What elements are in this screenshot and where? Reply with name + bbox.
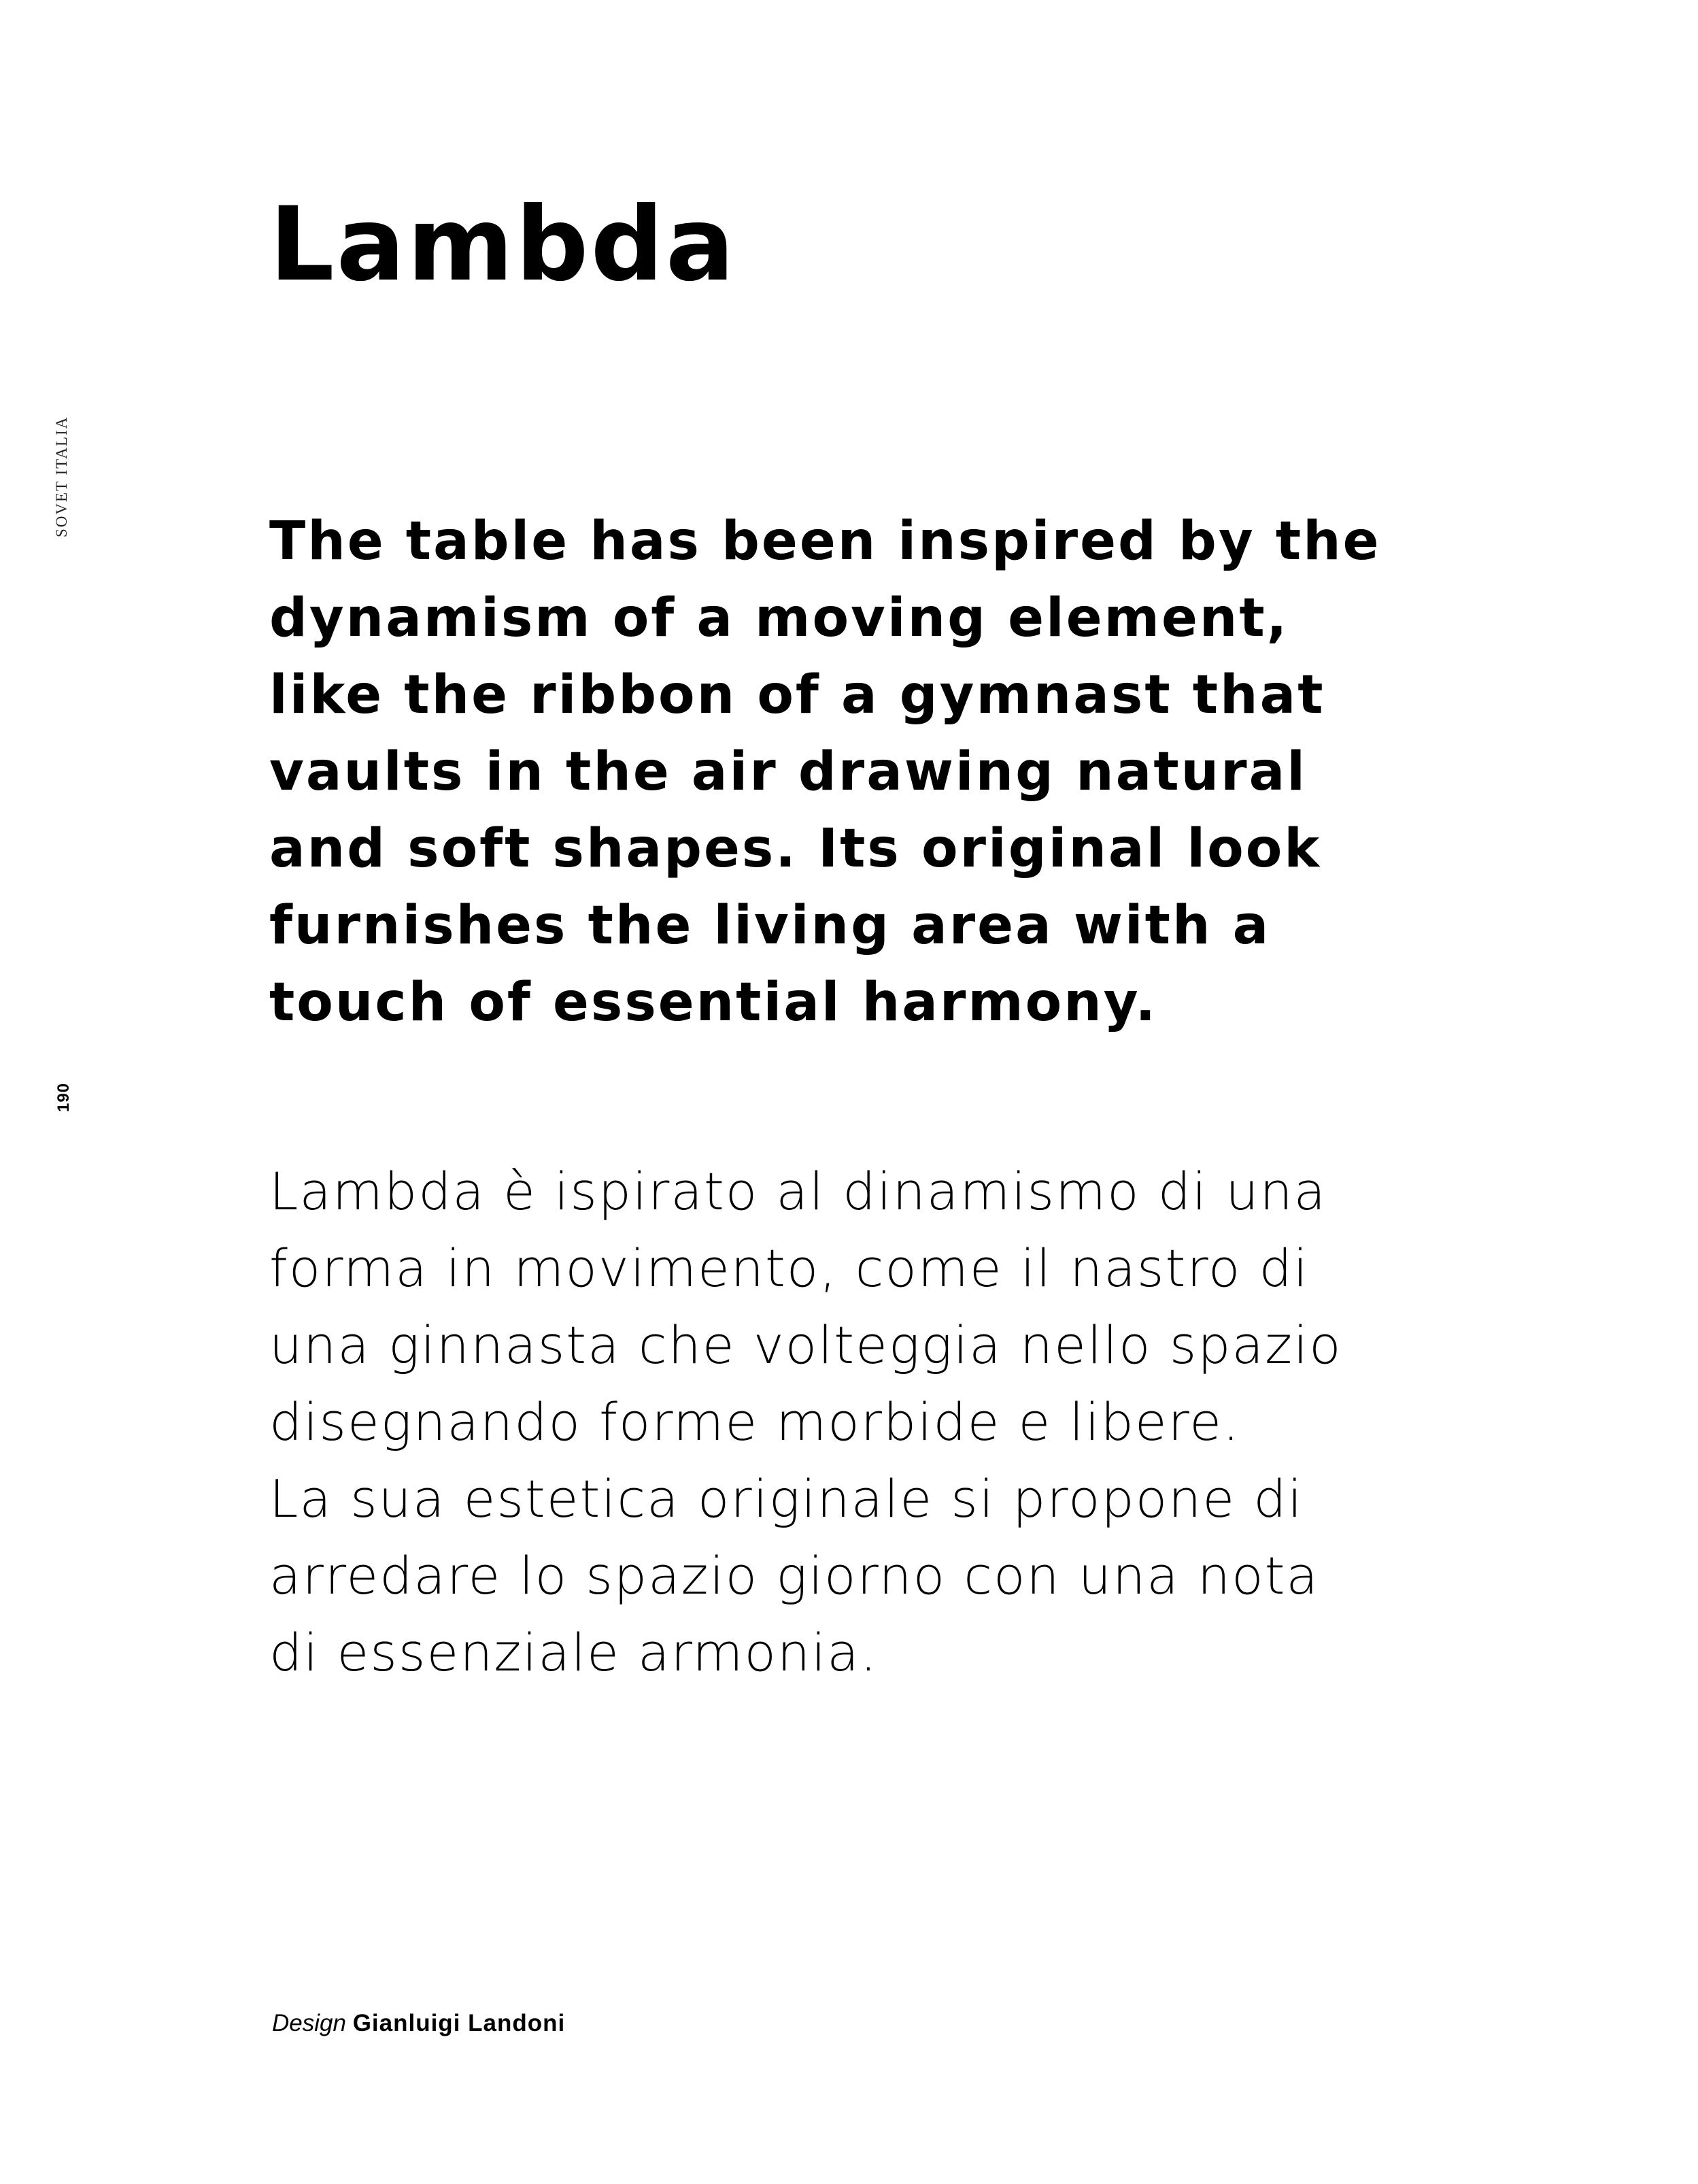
design-credit <box>272 2006 565 2040</box>
italian-description-line: Lambda è ispirato al dinamismo di una <box>269 1161 1327 1222</box>
english-description <box>269 503 1466 1041</box>
brand-vertical-label: SOVET ITALIA <box>53 416 70 537</box>
english-description-line: furnishes the living area with a <box>269 895 1271 956</box>
page-title: Lambda <box>269 186 737 304</box>
english-description-line: The table has been inspired by the <box>269 511 1381 572</box>
italian-description-line: una ginnasta che volteggia nello spazio <box>269 1315 1342 1375</box>
english-description-line: dynamism of a moving element, <box>269 588 1289 649</box>
italian-description-line: arredare lo spazio giorno con una nota <box>269 1545 1319 1606</box>
english-description-line: like the ribbon of a gymnast that <box>269 665 1325 726</box>
italian-description-line: La sua estetica originale si propone di <box>269 1468 1304 1529</box>
page-number: 190 <box>54 1082 73 1112</box>
italian-description-line: di essenziale armonia. <box>269 1622 879 1683</box>
italian-description-line: disegnando forme morbide e libere. <box>269 1392 1241 1452</box>
designer-name: Gianluigi Landoni <box>352 2010 566 2036</box>
english-description-line: touch of essential harmony. <box>269 972 1158 1033</box>
english-description-line: and soft shapes. Its original look <box>269 818 1322 879</box>
italian-description-line: forma in movimento, come il nastro di <box>269 1238 1309 1298</box>
design-credit-label: Design <box>272 2010 346 2036</box>
english-description-line: vaults in the air drawing natural <box>269 741 1307 803</box>
italian-description <box>269 1153 1466 1691</box>
